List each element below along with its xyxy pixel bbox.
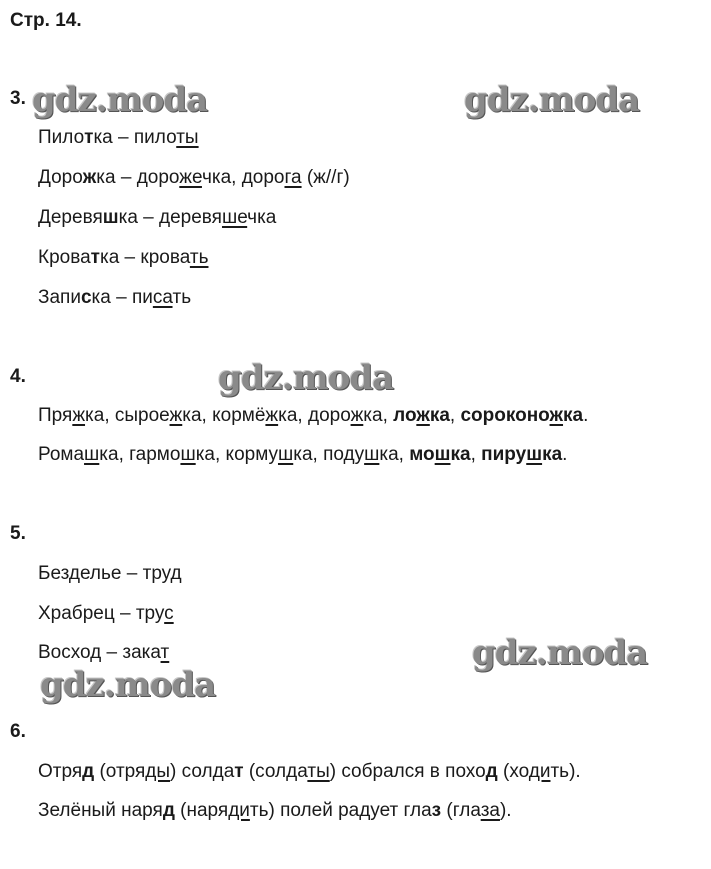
text-segment: Восход – зака xyxy=(38,642,161,663)
bold-segment: мо xyxy=(409,444,435,465)
text-segment: чка xyxy=(247,207,277,228)
task-line xyxy=(38,405,588,427)
bold-segment: ка xyxy=(563,405,584,426)
underlined-segment: са xyxy=(152,287,173,308)
underlined-segment: же xyxy=(179,167,202,188)
underlined-segment: ди xyxy=(528,761,551,782)
bold-segment: ка xyxy=(542,444,563,465)
underlined-segment: ш xyxy=(434,444,451,465)
underlined-segment: га xyxy=(284,167,302,188)
text-segment: . xyxy=(562,444,568,465)
text-segment: Крова xyxy=(38,247,91,268)
page-title: Стр. 14. xyxy=(10,10,82,31)
text-segment: Деревя xyxy=(38,207,103,228)
underlined-segment: т xyxy=(160,642,170,663)
underlined-segment: ш xyxy=(180,444,196,465)
text-segment: Храбрец – тру xyxy=(38,603,165,624)
underlined-segment: ш xyxy=(277,444,294,465)
text-segment: (солда xyxy=(243,761,308,782)
underlined-segment: ты xyxy=(307,761,330,782)
bold-segment: т xyxy=(84,127,94,148)
text-segment: , xyxy=(449,405,461,426)
task-line xyxy=(38,444,567,466)
watermark-logo: gdz.moda xyxy=(32,80,208,120)
text-segment: ка, поду xyxy=(293,444,365,465)
text-segment: Пило xyxy=(38,127,85,148)
underlined-segment: ш xyxy=(84,444,100,465)
bold-segment: ш xyxy=(102,207,119,228)
underlined-segment: ж xyxy=(169,405,183,426)
bold-segment: сороконо xyxy=(460,405,550,426)
text-segment: ка, кормё xyxy=(182,405,266,426)
text-segment: ка, xyxy=(363,405,394,426)
underlined-segment: ж xyxy=(265,405,279,426)
text-segment: Пря xyxy=(38,405,73,426)
watermark-logo: gdz.moda xyxy=(40,665,216,705)
text-segment: ка – доро xyxy=(96,167,180,188)
bold-segment: с xyxy=(80,287,92,308)
underlined-segment: с xyxy=(164,603,174,624)
bold-segment: д xyxy=(162,800,175,821)
watermark-logo: gdz.moda xyxy=(218,358,394,398)
task-number: 3. xyxy=(10,88,26,109)
text-segment: Рома xyxy=(38,444,85,465)
bold-segment: ка xyxy=(429,405,450,426)
text-segment: . xyxy=(583,405,589,426)
text-segment: ) собрался в похо xyxy=(329,761,486,782)
bold-segment: ж xyxy=(82,167,97,188)
bold-segment: т xyxy=(234,761,244,782)
text-segment: (хо xyxy=(497,761,529,782)
task-line xyxy=(38,207,276,229)
underlined-segment: д xyxy=(170,563,182,584)
text-segment: (наря xyxy=(174,800,229,821)
text-segment: ка – деревя xyxy=(118,207,222,228)
task-number: 5. xyxy=(10,523,26,544)
bold-segment: ло xyxy=(393,405,417,426)
bold-segment: ка xyxy=(450,444,471,465)
underlined-segment: за xyxy=(480,800,500,821)
text-segment: ка – пило xyxy=(93,127,177,148)
text-segment: ка, гармо xyxy=(99,444,181,465)
underlined-segment: ж xyxy=(416,405,430,426)
task-line xyxy=(38,167,350,189)
text-segment: (гла xyxy=(441,800,481,821)
underlined-segment: ж xyxy=(549,405,564,426)
text-segment: Запи xyxy=(38,287,81,308)
bold-segment: д xyxy=(82,761,95,782)
text-segment: Безделье – тру xyxy=(38,563,171,584)
task-line xyxy=(38,642,169,664)
text-segment: ). xyxy=(499,800,512,821)
underlined-segment: ш xyxy=(364,444,380,465)
task-line xyxy=(38,247,208,269)
task-line xyxy=(38,127,199,149)
bold-segment: з xyxy=(431,800,442,821)
text-segment: ть). xyxy=(550,761,581,782)
text-segment: ка, xyxy=(379,444,410,465)
text-segment: ка, доро xyxy=(278,405,351,426)
underlined-segment: ты xyxy=(176,127,199,148)
text-segment: (ж//г) xyxy=(301,167,350,188)
text-segment: (отря xyxy=(94,761,146,782)
underlined-segment: ди xyxy=(228,800,250,821)
text-segment: ка, сырое xyxy=(85,405,170,426)
text-segment: ть xyxy=(172,287,192,308)
text-segment: ка – крова xyxy=(99,247,190,268)
task-line xyxy=(38,563,182,585)
underlined-segment: ше xyxy=(221,207,248,228)
text-segment: ) солда xyxy=(170,761,235,782)
task-line xyxy=(38,800,512,822)
text-segment: , xyxy=(470,444,482,465)
bold-segment: пиру xyxy=(481,444,527,465)
underlined-segment: ть xyxy=(189,247,209,268)
bold-segment: т xyxy=(90,247,100,268)
text-segment: ть) полей радует гла xyxy=(249,800,432,821)
task-number: 4. xyxy=(10,366,26,387)
text-segment: Зелёный наря xyxy=(38,800,163,821)
bold-segment: д xyxy=(485,761,498,782)
watermark-logo: gdz.moda xyxy=(464,80,640,120)
text-segment: ка – пи xyxy=(91,287,153,308)
text-segment: ка, корму xyxy=(195,444,278,465)
text-segment: Отря xyxy=(38,761,83,782)
task-number: 6. xyxy=(10,721,26,742)
underlined-segment: ж xyxy=(72,405,86,426)
task-line xyxy=(38,761,581,783)
text-segment: Доро xyxy=(38,167,83,188)
underlined-segment: ж xyxy=(350,405,364,426)
underlined-segment: ш xyxy=(526,444,543,465)
task-line xyxy=(38,287,191,309)
task-line xyxy=(38,603,174,625)
text-segment: чка, доро xyxy=(201,167,285,188)
watermark-logo: gdz.moda xyxy=(472,633,648,673)
underlined-segment: ды xyxy=(145,761,171,782)
